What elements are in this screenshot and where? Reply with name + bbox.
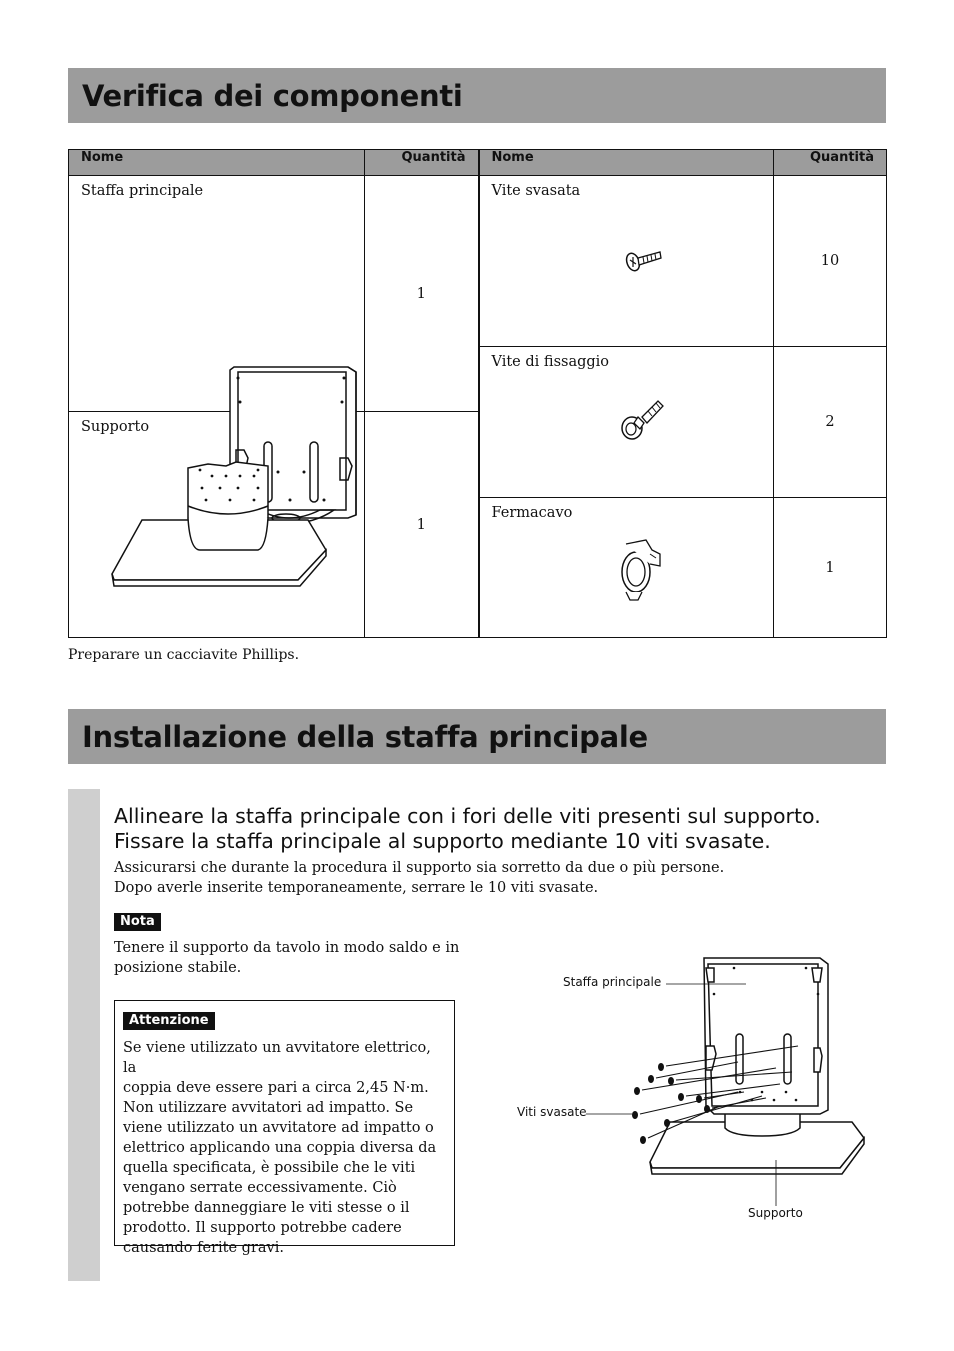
label-screws: Viti svasate (517, 1105, 587, 1119)
step-body (114, 858, 724, 898)
assembly-drawing (500, 950, 880, 1230)
caution-text (123, 1038, 445, 1258)
table-cell (479, 498, 774, 638)
label-stand: Supporto (748, 1206, 803, 1220)
assembly-diagram (500, 950, 880, 1230)
step-instruction (114, 804, 821, 854)
item-qty: 10 (774, 176, 887, 347)
caution-line: vengano serrate eccessivamente. Ciò (123, 1180, 397, 1196)
fixing-screw-illustration (618, 395, 668, 445)
countersunk-screw-illustration (624, 246, 664, 276)
item-qty: 1 (774, 498, 887, 638)
table-cell (479, 347, 774, 498)
caution-line: viene utilizzato un avvitatore ad impatto o (123, 1120, 434, 1136)
item-name (480, 498, 774, 636)
table-header-row (69, 150, 887, 176)
item-name: Supporto (81, 419, 150, 435)
col-header-name: Nome (479, 150, 774, 176)
caution-line: Se viene utilizzato un avvitatore elettrico, la (123, 1040, 431, 1076)
item-qty: 1 (365, 176, 479, 412)
col-header-qty: Quantità (774, 150, 887, 176)
item-name (480, 347, 774, 497)
stand-illustration (108, 458, 338, 588)
section-title: Verifica dei componenti (82, 79, 463, 113)
col-header-name: Nome (69, 150, 365, 176)
caution-line: causando ferite gravi. (123, 1240, 284, 1256)
caution-line: quella specificata, è possibile che le viti (123, 1160, 416, 1176)
cable-clamp-illustration (616, 536, 666, 606)
section-heading-components (68, 68, 886, 123)
nota-badge: Nota (114, 913, 161, 931)
item-name-text: Fermacavo (491, 505, 573, 521)
body-line: Dopo averle inserite temporaneamente, serrare le 10 viti svasate. (114, 880, 599, 896)
item-qty: 2 (774, 347, 887, 498)
caution-line: potrebbe danneggiare le viti stesse o il (123, 1200, 410, 1216)
table-row (69, 176, 887, 347)
caution-line: coppia deve essere pari a circa 2,45 N·m. (123, 1080, 429, 1096)
table-cell (69, 176, 365, 412)
item-name (480, 176, 774, 346)
tool-note: Preparare un cacciavite Phillips. (68, 647, 300, 663)
section-heading-installation (68, 709, 886, 764)
caution-box (114, 1000, 455, 1256)
label-bracket: Staffa principale (563, 975, 662, 989)
step-line: Allineare la staffa principale con i fori delle viti presenti sul supporto. (114, 804, 821, 828)
caution-line: Non utilizzare avvitatori ad impatto. Se (123, 1100, 414, 1116)
caution-line: prodotto. Il supporto potrebbe cadere (123, 1220, 402, 1236)
caution-line: elettrico applicando una coppia diversa da (123, 1140, 437, 1156)
nota-text (114, 938, 459, 978)
body-line: Tenere il supporto da tavolo in modo saldo e in (114, 940, 460, 956)
item-name-text: Vite svasata (491, 183, 581, 199)
body-line: Assicurarsi che durante la procedura il supporto sia sorretto da due o più persone. (114, 860, 725, 876)
attenzione-badge: Attenzione (123, 1012, 215, 1030)
table-cell (479, 176, 774, 347)
col-header-qty: Quantità (365, 150, 479, 176)
step-sidebar (68, 789, 100, 1281)
item-qty: 1 (365, 412, 479, 638)
step-line: Fissare la staffa principale al supporto mediante 10 viti svasate. (114, 829, 771, 853)
section-title: Installazione della staffa principale (82, 720, 648, 754)
item-name-text: Vite di fissaggio (491, 354, 610, 370)
body-line: posizione stabile. (114, 960, 242, 976)
item-name: Staffa principale (81, 183, 204, 199)
